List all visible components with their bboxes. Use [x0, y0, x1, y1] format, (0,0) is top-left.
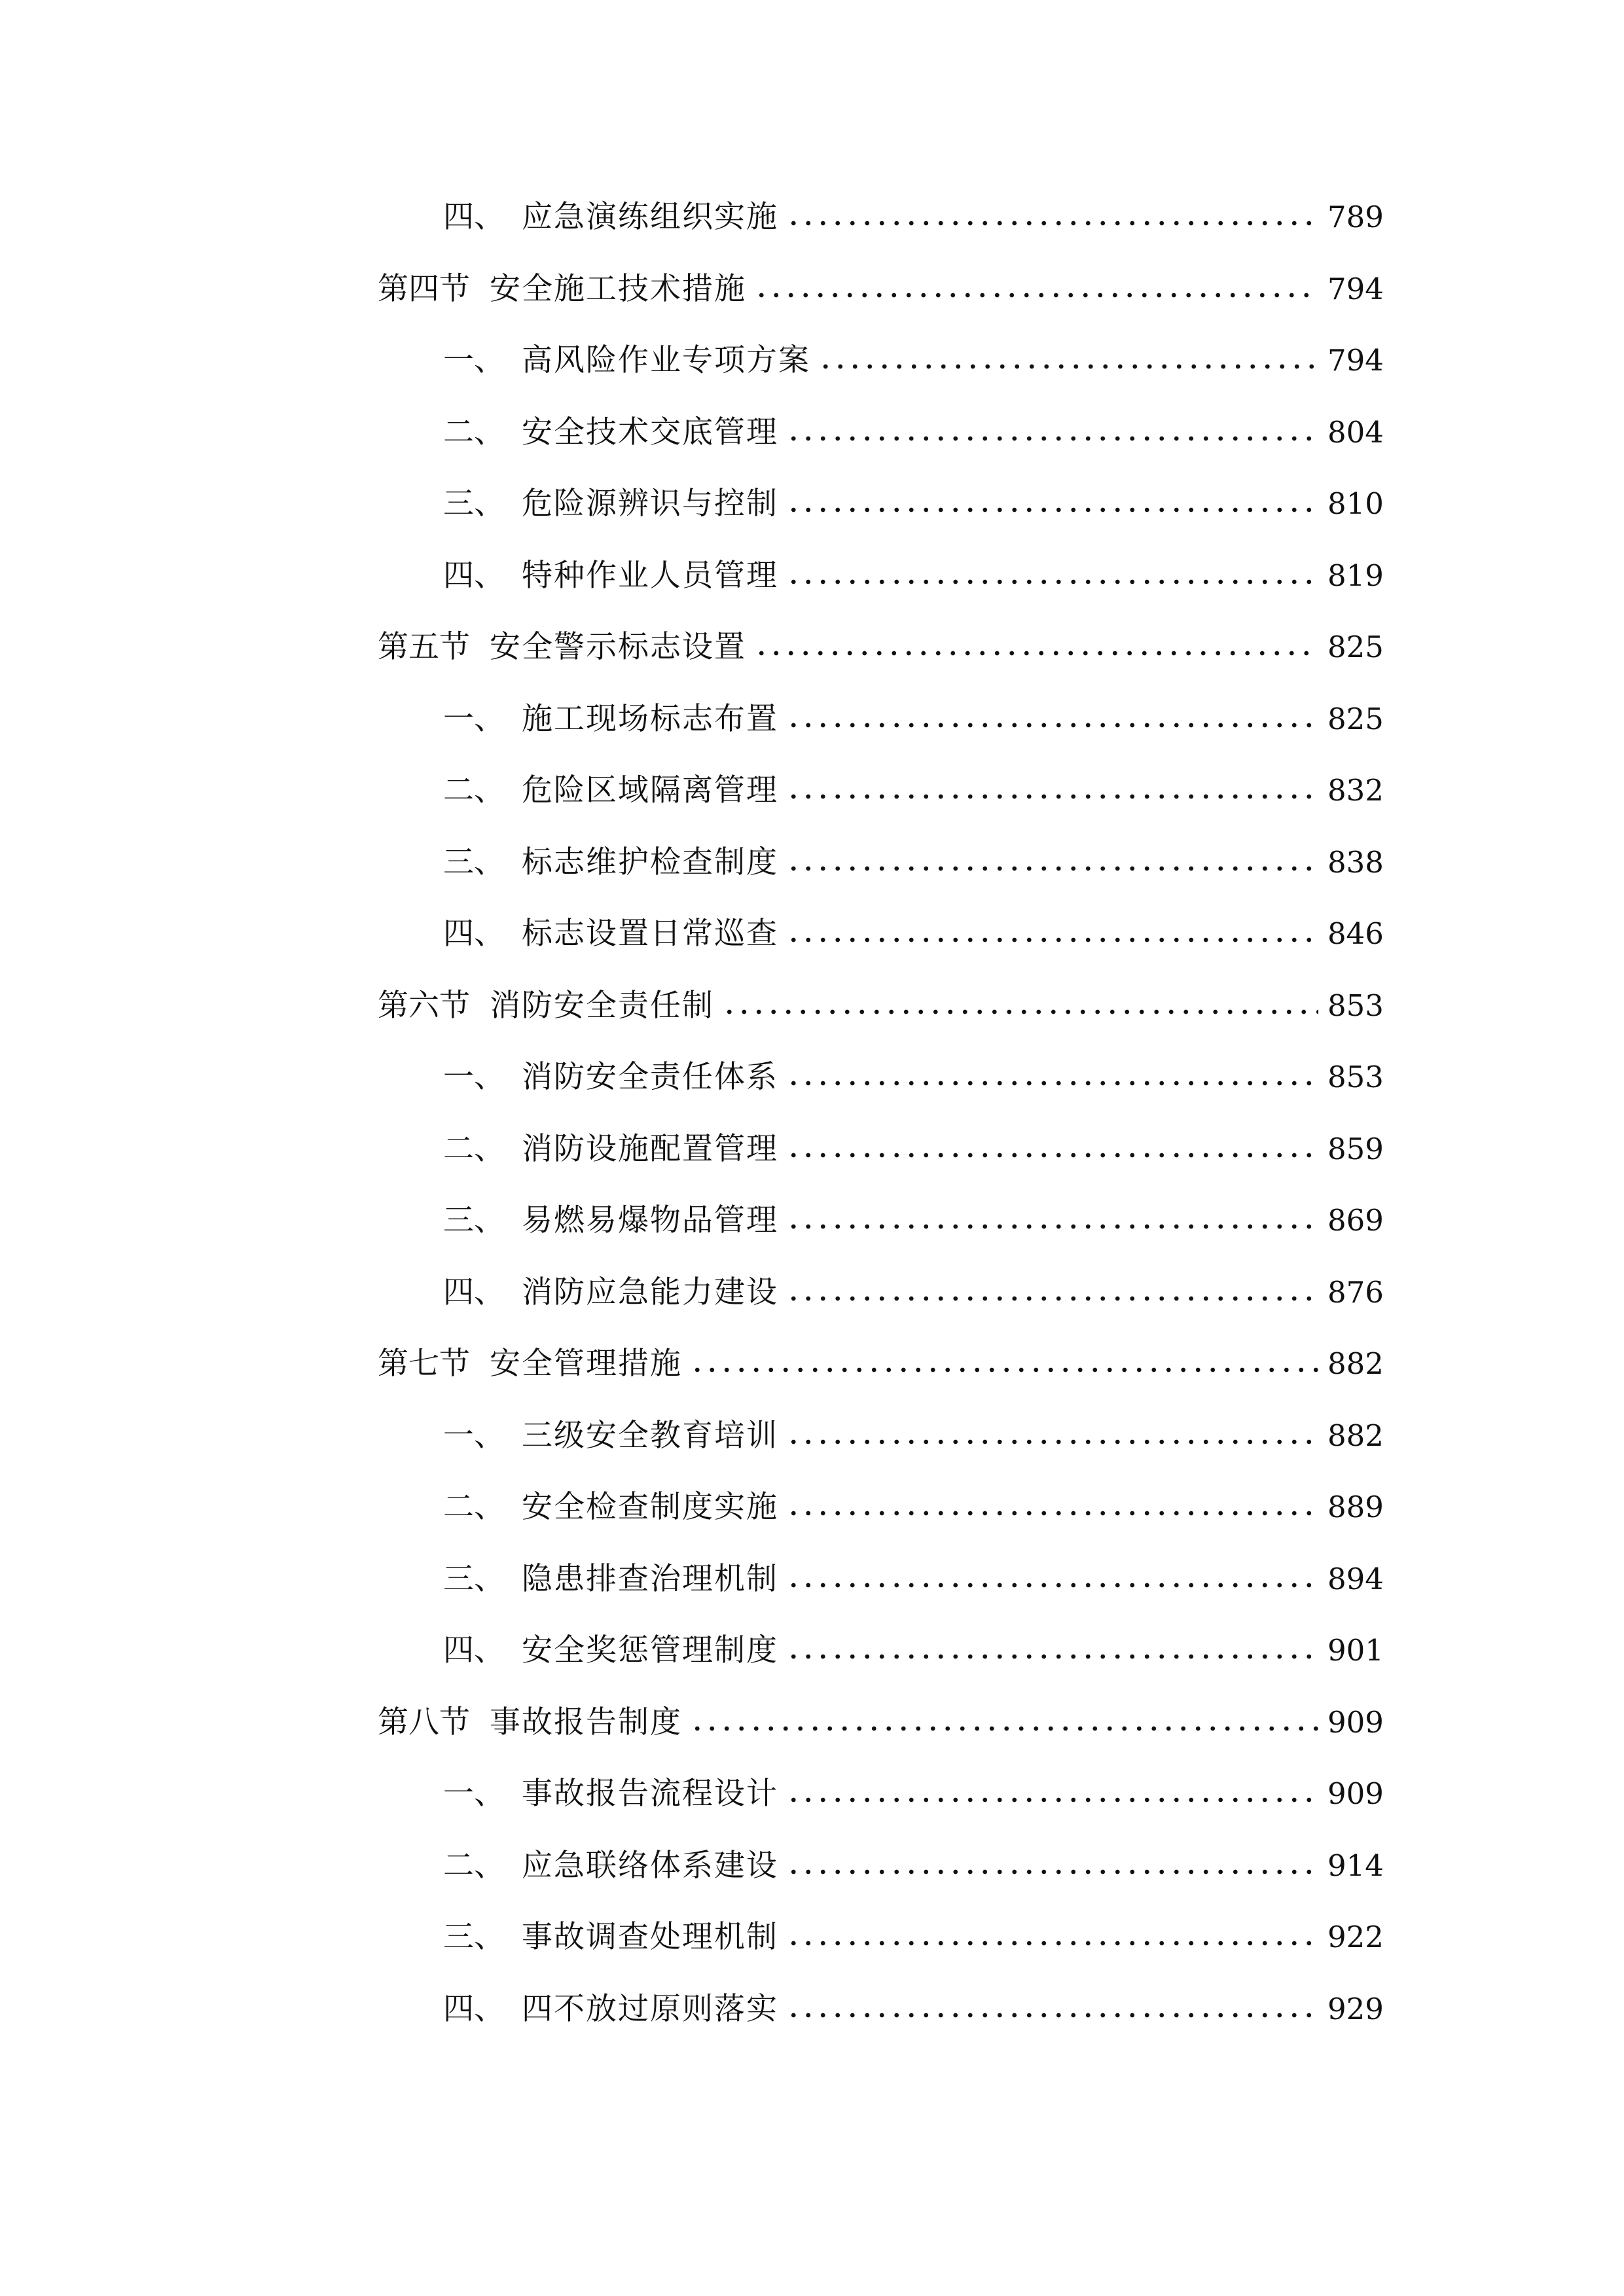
dot-leader [786, 1869, 1318, 1874]
toc-entry-number: 一、 [443, 701, 505, 737]
dot-leader [754, 651, 1318, 656]
toc-entry-page: 853 [1327, 1060, 1384, 1094]
toc-entry[interactable] [378, 1338, 1384, 1390]
toc-entry-title: 四不放过原则落实 [522, 1991, 778, 2027]
toc-entry-page: 794 [1327, 343, 1384, 378]
toc-entry-number: 三、 [443, 1561, 505, 1597]
toc-entry[interactable] [443, 191, 1384, 243]
dot-leader [786, 1583, 1318, 1588]
dot-leader [786, 1654, 1318, 1659]
dot-leader [786, 1224, 1318, 1229]
toc-entry[interactable] [443, 1410, 1384, 1462]
toc-entry[interactable] [443, 1194, 1384, 1247]
toc-entry-page: 838 [1327, 845, 1384, 880]
dot-leader [786, 937, 1318, 942]
toc-entry-number: 四、 [443, 199, 505, 235]
toc-entry-number: 二、 [443, 1848, 505, 1884]
toc-entry-page: 882 [1327, 1346, 1384, 1381]
dot-leader [786, 723, 1318, 728]
toc-entry-title: 消防安全责任制 [490, 988, 714, 1024]
toc-entry-page: 853 [1327, 988, 1384, 1023]
toc-entry-page: 909 [1327, 1776, 1384, 1811]
toc-entry-number: 一、 [443, 1059, 505, 1095]
toc-entry-title: 消防设施配置管理 [522, 1131, 778, 1167]
toc-entry-page: 825 [1327, 630, 1384, 664]
toc-entry-page: 894 [1327, 1562, 1384, 1596]
dot-leader [786, 1296, 1318, 1301]
toc-entry[interactable] [378, 980, 1384, 1032]
toc-entry-number: 三、 [443, 844, 505, 880]
toc-entry-number: 二、 [443, 772, 505, 808]
toc-entry-title: 安全警示标志设置 [490, 629, 746, 665]
toc-entry-number: 四、 [443, 558, 505, 594]
toc-entry-page: 882 [1327, 1418, 1384, 1453]
dot-leader [722, 1009, 1318, 1014]
toc-entry-title: 消防安全责任体系 [522, 1059, 778, 1095]
toc-entry-title: 事故报告流程设计 [522, 1776, 778, 1812]
toc-entry-page: 909 [1327, 1705, 1384, 1740]
toc-entry-page: 825 [1327, 702, 1384, 736]
toc-entry-number: 三、 [443, 486, 505, 522]
toc-entry-number: 二、 [443, 1489, 505, 1525]
toc-entry[interactable] [443, 478, 1384, 530]
toc-entry-title: 事故调查处理机制 [522, 1919, 778, 1955]
toc-entry-page: 876 [1327, 1275, 1384, 1310]
dot-leader [786, 507, 1318, 512]
toc-entry-number: 第五节 [378, 629, 470, 665]
dot-leader [786, 1153, 1318, 1158]
toc-entry[interactable] [443, 1481, 1384, 1534]
toc-entry-number: 第四节 [378, 271, 470, 307]
toc-entry-number: 一、 [443, 1418, 505, 1454]
toc-entry-title: 安全技术交底管理 [522, 414, 778, 450]
toc-entry-page: 846 [1327, 916, 1384, 951]
toc-entry-page: 869 [1327, 1203, 1384, 1238]
toc-entry-title: 危险区域隔离管理 [522, 772, 778, 808]
toc-entry-page: 914 [1327, 1848, 1384, 1883]
dot-leader [786, 1439, 1318, 1444]
toc-entry-page: 804 [1327, 415, 1384, 450]
toc-entry[interactable] [443, 1051, 1384, 1103]
toc-entry-title: 安全管理措施 [490, 1346, 682, 1382]
toc-entry-page: 832 [1327, 773, 1384, 808]
dot-leader [786, 866, 1318, 871]
dot-leader [786, 1797, 1318, 1803]
toc-entry-number: 一、 [443, 1776, 505, 1812]
toc-entry[interactable] [443, 1624, 1384, 1677]
toc-entry-page: 901 [1327, 1633, 1384, 1668]
toc-entry[interactable] [378, 263, 1384, 315]
toc-entry-title: 标志设置日常巡查 [522, 916, 778, 952]
toc-entry-page: 859 [1327, 1132, 1384, 1166]
toc-entry[interactable] [443, 1983, 1384, 2036]
toc-entry[interactable] [443, 1123, 1384, 1175]
toc-entry-number: 第六节 [378, 988, 470, 1024]
dot-leader [786, 1511, 1318, 1516]
toc-entry-number: 四、 [443, 916, 505, 952]
toc-entry-title: 隐患排查治理机制 [522, 1561, 778, 1597]
toc-entry-title: 特种作业人员管理 [522, 558, 778, 594]
toc-entry-title: 标志维护检查制度 [522, 844, 778, 880]
toc-entry-title: 应急联络体系建设 [522, 1848, 778, 1884]
toc-entry-number: 第七节 [378, 1346, 470, 1382]
toc-entry-title: 安全检查制度实施 [522, 1489, 778, 1525]
toc-entry[interactable] [443, 334, 1384, 387]
toc-entry-page: 922 [1327, 1920, 1384, 1954]
toc-entry-number: 四、 [443, 1632, 505, 1668]
toc-entry-number: 第八节 [378, 1704, 470, 1740]
toc-entry[interactable] [443, 836, 1384, 889]
toc-entry-title: 高风险作业专项方案 [522, 342, 810, 378]
toc-entry-title: 三级安全教育培训 [522, 1418, 778, 1454]
toc-entry-number: 三、 [443, 1919, 505, 1955]
toc-entry-page: 810 [1327, 486, 1384, 521]
dot-leader [786, 2013, 1318, 2018]
toc-entry-title: 施工现场标志布置 [522, 701, 778, 737]
toc-entry[interactable] [443, 406, 1384, 459]
toc-entry-number: 二、 [443, 414, 505, 450]
toc-entry[interactable] [443, 1840, 1384, 1892]
dot-leader [786, 1941, 1318, 1946]
toc-entry-number: 一、 [443, 342, 505, 378]
toc-entry-title: 消防应急能力建设 [522, 1274, 778, 1310]
toc-entry-title: 易燃易爆物品管理 [522, 1202, 778, 1238]
toc-entry-page: 889 [1327, 1490, 1384, 1524]
dot-leader [786, 1081, 1318, 1086]
toc-entry[interactable] [443, 693, 1384, 745]
dot-leader [690, 1367, 1318, 1372]
dot-leader [690, 1726, 1318, 1731]
toc-entry[interactable] [443, 908, 1384, 960]
dot-leader [786, 579, 1318, 584]
dot-leader [754, 293, 1318, 298]
toc-entry[interactable] [443, 1266, 1384, 1319]
dot-leader [786, 794, 1318, 799]
toc-entry-title: 危险源辨识与控制 [522, 486, 778, 522]
toc-entry-title: 安全奖惩管理制度 [522, 1632, 778, 1668]
toc-entry-page: 789 [1327, 200, 1384, 234]
toc-entry-number: 二、 [443, 1131, 505, 1167]
toc-entry[interactable] [443, 1911, 1384, 1964]
toc-entry-page: 819 [1327, 558, 1384, 593]
toc-entry[interactable] [378, 621, 1384, 673]
dot-leader [786, 221, 1318, 226]
toc-entry[interactable] [443, 1768, 1384, 1820]
toc-entry[interactable] [443, 550, 1384, 602]
toc-entry-title: 应急演练组织实施 [522, 199, 778, 235]
toc-entry-title: 事故报告制度 [490, 1704, 682, 1740]
toc-entry-number: 四、 [443, 1274, 505, 1310]
toc-entry-page: 929 [1327, 1992, 1384, 2026]
toc-entry-title: 安全施工技术措施 [490, 271, 746, 307]
toc-entry[interactable] [378, 1696, 1384, 1749]
toc-entry-number: 三、 [443, 1202, 505, 1238]
toc-entry[interactable] [443, 1553, 1384, 1605]
toc-entry[interactable] [443, 764, 1384, 817]
dot-leader [786, 436, 1318, 441]
toc-entry-page: 794 [1327, 272, 1384, 306]
toc-entry-number: 四、 [443, 1991, 505, 2027]
dot-leader [818, 364, 1318, 369]
